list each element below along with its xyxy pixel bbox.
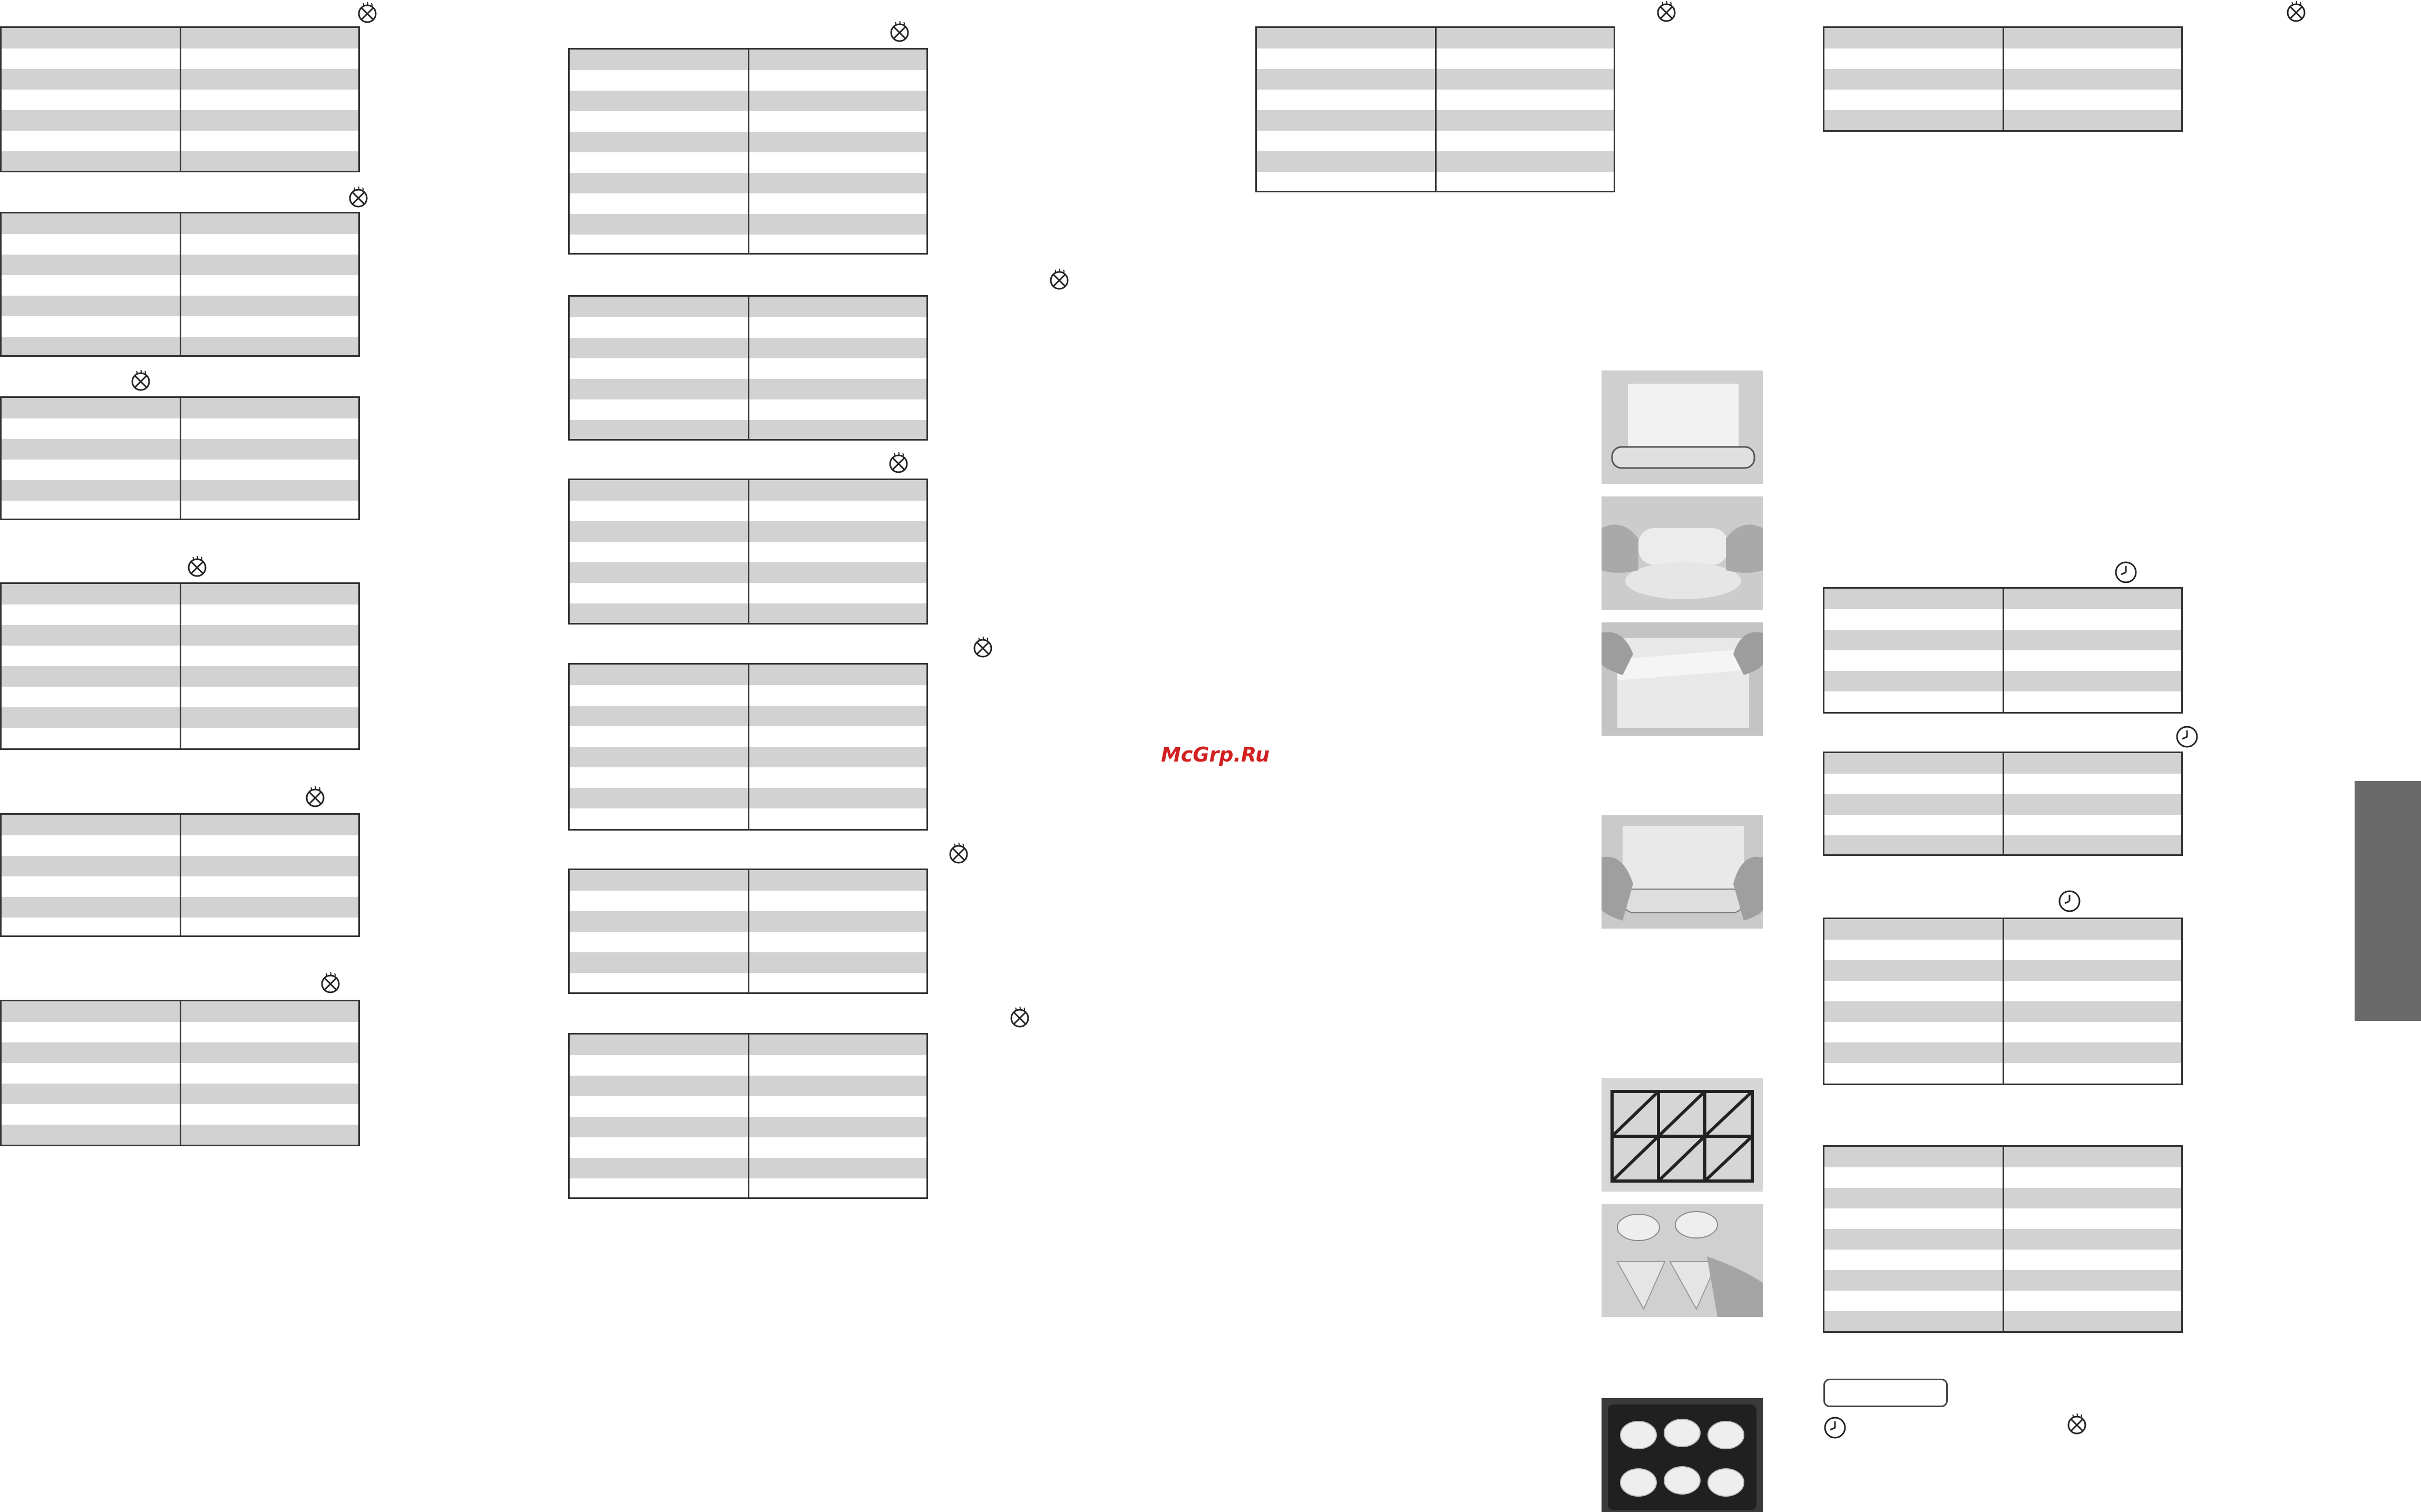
no-preheat-icon [1048, 268, 1071, 291]
settings-table-13 [1255, 26, 1615, 192]
section-tab [2355, 781, 2421, 1021]
settings-table-10 [568, 663, 928, 831]
no-preheat-icon [971, 636, 994, 659]
settings-table-14 [1823, 26, 2183, 132]
no-preheat-icon [2285, 0, 2308, 23]
shaping-dough-photo [1602, 496, 1763, 610]
watermark: McGrp.Ru [1161, 743, 1270, 766]
settings-table-18 [1823, 1145, 2183, 1333]
timer-icon [1823, 1416, 1847, 1440]
settings-table-12 [568, 1033, 928, 1199]
no-preheat-icon [887, 451, 910, 474]
settings-table-4 [0, 582, 360, 750]
folding-dough-photo [1602, 622, 1763, 736]
settings-table-17 [1823, 918, 2183, 1085]
note-label-box [1823, 1379, 1948, 1407]
settings-table-6 [0, 1000, 360, 1146]
rolling-dough-photo [1602, 370, 1763, 484]
no-preheat-icon [2065, 1412, 2088, 1436]
no-preheat-icon [319, 971, 342, 994]
no-preheat-icon [356, 1, 379, 24]
no-preheat-icon [947, 842, 970, 865]
no-preheat-icon [1655, 0, 1678, 23]
settings-table-1 [0, 26, 360, 172]
settings-table-3 [0, 396, 360, 520]
cut-triangles-photo [1602, 1078, 1763, 1192]
timer-icon [2175, 725, 2199, 749]
settings-table-8 [568, 295, 928, 441]
settings-table-5 [0, 813, 360, 937]
no-preheat-icon [347, 186, 370, 209]
baking-tray-photo [1602, 1398, 1763, 1512]
rolling-croissants-photo [1602, 1204, 1763, 1317]
no-preheat-icon [129, 369, 152, 392]
settings-table-16 [1823, 752, 2183, 856]
timer-icon [2114, 560, 2138, 584]
no-preheat-icon [1008, 1006, 1031, 1029]
settings-table-15 [1823, 587, 2183, 714]
settings-table-7 [568, 48, 928, 255]
settings-table-9 [568, 479, 928, 625]
no-preheat-icon [888, 20, 911, 43]
settings-table-11 [568, 869, 928, 994]
timer-icon [2057, 889, 2082, 913]
no-preheat-icon [186, 555, 209, 578]
no-preheat-icon [304, 785, 327, 808]
settings-table-2 [0, 212, 360, 357]
rolling-log-photo [1602, 815, 1763, 929]
